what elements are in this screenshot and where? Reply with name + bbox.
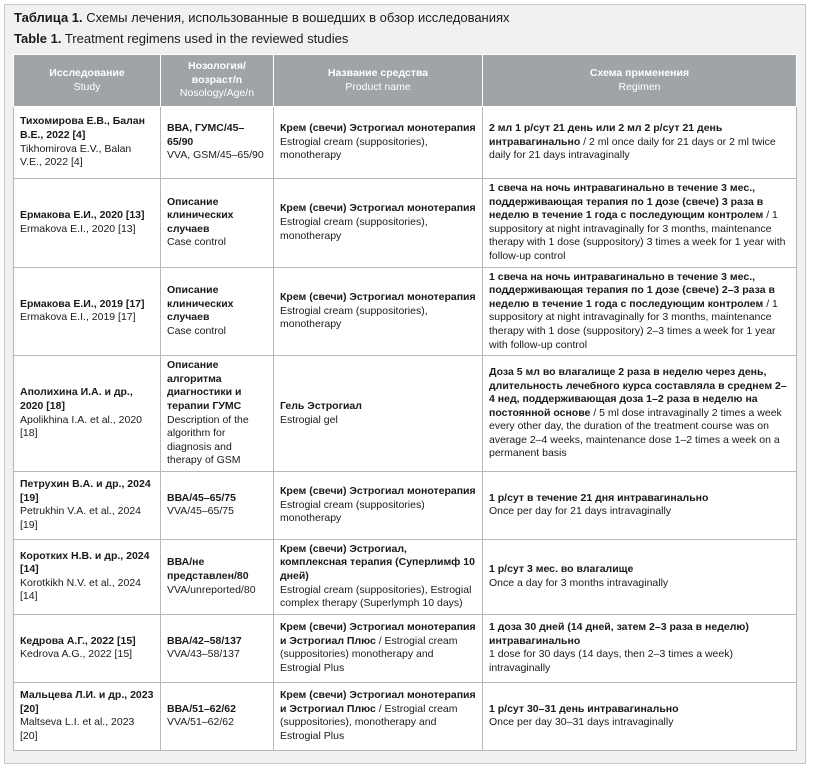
cell-study: Тихомирова Е.В., Балан В.Е., 2022 [4] Tikhomirova E.V., Balan V.E., 2022 [4] <box>14 107 161 179</box>
cell-nosology: ВВА/45–65/75 VVA/45–65/75 <box>161 471 274 539</box>
table-row <box>14 356 797 472</box>
cell-regimen: 1 р/сут 3 мес. во влагалище Once a day for 3 months intravaginally <box>483 539 797 614</box>
table-row <box>14 539 797 614</box>
regimens-table <box>13 54 797 751</box>
cell-study: Кедрова А.Г., 2022 [15] Kedrova A.G., 2022 [15] <box>14 614 161 682</box>
table-row <box>14 179 797 268</box>
cell-product: Крем (свечи) Эстрогиал монотерапия Estrogial cream (suppositories), monotherapy <box>274 107 483 179</box>
header-regimen: Схема применения Regimen <box>483 55 797 107</box>
header-study: Исследование Study <box>14 55 161 107</box>
cell-regimen: 1 р/сут в течение 21 дня интравагинально Once per day for 21 days intravaginally <box>483 471 797 539</box>
cell-study: Мальцева Л.И. и др., 2023 [20] Maltseva L.I. et al., 2023 [20] <box>14 682 161 750</box>
cell-study: Ермакова Е.И., 2019 [17] Ermakova E.I., 2019 [17] <box>14 267 161 356</box>
cell-product: Гель Эстрогиал Estrogial gel <box>274 356 483 472</box>
cell-regimen: 1 р/сут 30–31 день интравагинально Once per day 30–31 days intravaginally <box>483 682 797 750</box>
cell-product: Крем (свечи) Эстрогиал монотерапия Estrogial cream (suppositories), monotherapy <box>274 179 483 268</box>
header-row <box>14 55 797 107</box>
cell-product: Крем (свечи) Эстрогиал монотерапия Estrogial cream (suppositories), monotherapy <box>274 267 483 356</box>
table-row <box>14 682 797 750</box>
cell-nosology: ВВА/не представлен/80 VVA/unreported/80 <box>161 539 274 614</box>
caption-ru: Таблица 1. Схемы лечения, использованные в вошедших в обзор исследованиях <box>14 10 510 25</box>
cell-nosology: ВВА/42–58/137 VVA/43–58/137 <box>161 614 274 682</box>
cell-study: Коротких Н.В. и др., 2024 [14] Korotkikh N.V. et al., 2024 [14] <box>14 539 161 614</box>
table-row <box>14 267 797 356</box>
cell-study: Петрухин В.А. и др., 2024 [19] Petrukhin V.A. et al., 2024 [19] <box>14 471 161 539</box>
cell-regimen: 2 мл 1 р/сут 21 день или 2 мл 2 р/сут 21 день интравагинально / 2 ml once daily for 21 days or 2 ml twice daily for 21 days intravaginally <box>483 107 797 179</box>
cell-regimen: 1 свеча на ночь интравагинально в течение 3 мес., поддерживающая терапия по 1 дозе (свече) 2–3 раза в неделю в течение 1 года с последующим контролем / 1 suppository at night intravaginally for 3 months, maintenance therapy with 1 dose (suppository) 2–3 times a week for 1 year with follow-up control <box>483 267 797 356</box>
caption-en: Table 1. Treatment regimens used in the reviewed studies <box>14 31 349 46</box>
cell-regimen: Доза 5 мл во влагалище 2 раза в неделю через день, длительность лечебного курса составляла в среднем 2–4 нед, поддерживающая доза 1–2 раза в неделю на постоянной основе / 5 ml dose intravaginally 2 times a week every other day, the duration of the treatment course was on average 2–4 weeks, maintenance dose 1–2 times a week on a permanent basis <box>483 356 797 472</box>
cell-nosology: Описание клинических случаев Case control <box>161 267 274 356</box>
cell-nosology: Описание алгоритма диагностики и терапии ГУМС Description of the algorithm for diagnosis and therapy of GSM <box>161 356 274 472</box>
cell-regimen: 1 доза 30 дней (14 дней, затем 2–3 раза в неделю) интравагинально 1 dose for 30 days (14 days, then 2–3 times a week) intravaginally <box>483 614 797 682</box>
cell-regimen: 1 свеча на ночь интравагинально в течение 3 мес., поддерживающая терапия по 1 дозе (свече) 3 раза в неделю в течение 1 года с последующим контролем / 1 suppository at night intravaginally for 3 months, maintenance therapy with 1 dose (suppository) 3 times a week for 1 year with follow-up control <box>483 179 797 268</box>
cell-nosology: Описание клинических случаев Case control <box>161 179 274 268</box>
cell-study: Аполихина И.А. и др., 2020 [18] Apolikhina I.A. et al., 2020 [18] <box>14 356 161 472</box>
cell-study: Ермакова Е.И., 2020 [13] Ermakova E.I., 2020 [13] <box>14 179 161 268</box>
table-row <box>14 614 797 682</box>
table-row <box>14 107 797 179</box>
header-product: Название средства Product name <box>274 55 483 107</box>
cell-nosology: ВВА, ГУМС/45–65/90 VVA, GSM/45–65/90 <box>161 107 274 179</box>
cell-product: Крем (свечи) Эстрогиал, комплексная терапия (Суперлимф 10 дней) Estrogial cream (suppositories), Estrogial complex therapy (Superlymph 10 days) <box>274 539 483 614</box>
cell-product: Крем (свечи) Эстрогиал монотерапия и Эстрогиал Плюс / Estrogial cream (suppositories) monotherapy and Estrogial Plus <box>274 614 483 682</box>
cell-product: Крем (свечи) Эстрогиал монотерапия и Эстрогиал Плюс / Estrogial cream (suppositories), monotherapy and Estrogial Plus <box>274 682 483 750</box>
cell-nosology: ВВА/51–62/62 VVA/51–62/62 <box>161 682 274 750</box>
table-row <box>14 471 797 539</box>
header-nosology: Нозология/ возраст/n Nosology/Age/n <box>161 55 274 107</box>
cell-product: Крем (свечи) Эстрогиал монотерапия Estrogial cream (suppositories) monotherapy <box>274 471 483 539</box>
